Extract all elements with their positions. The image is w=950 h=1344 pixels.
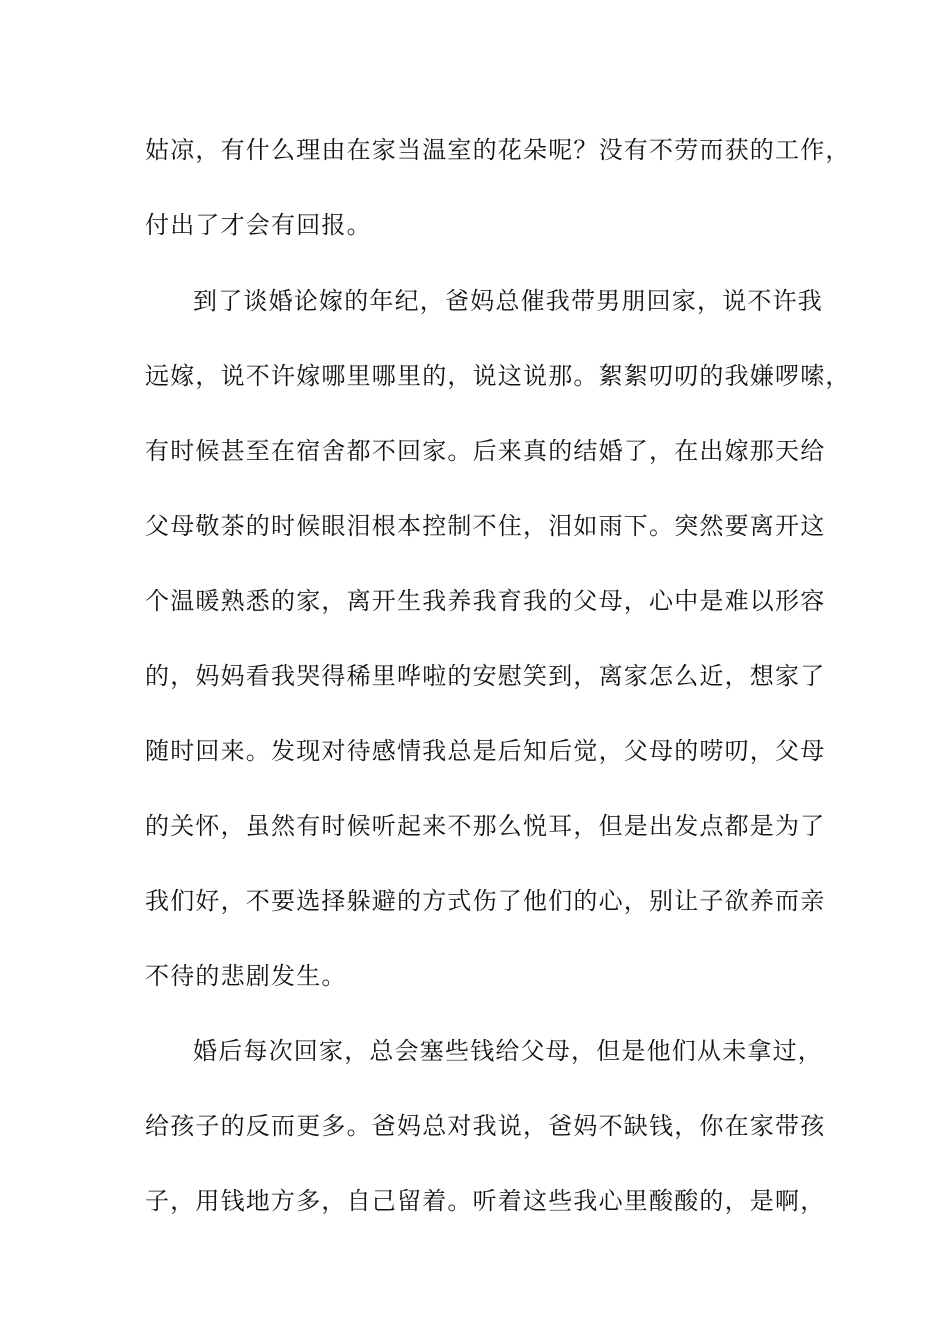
text-line: 有时候甚至在宿舍都不回家。后来真的结婚了，在出嫁那天给 (145, 437, 826, 465)
text-line: 姑凉，有什么理由在家当温室的花朵呢？没有不劳而获的工作， (145, 136, 851, 164)
text-line: 子，用钱地方多，自己留着。听着这些我心里酸酸的，是啊， (145, 1187, 826, 1215)
paragraph-first-line: 到了谈婚论嫁的年纪，爸妈总催我带男朋回家，说不许我 (193, 287, 823, 315)
text-line: 付出了才会有回报。 (145, 211, 372, 239)
text-line: 个温暖熟悉的家，离开生我养我育我的父母，心中是难以形容 (145, 587, 826, 615)
text-line: 给孩子的反而更多。爸妈总对我说，爸妈不缺钱，你在家带孩 (145, 1112, 826, 1140)
text-line: 父母敬茶的时候眼泪根本控制不住，泪如雨下。突然要离开这 (145, 512, 826, 540)
text-line: 不待的悲剧发生。 (145, 962, 347, 990)
text-line: 的，妈妈看我哭得稀里哗啦的安慰笑到，离家怎么近，想家了 (145, 662, 826, 690)
text-line: 的关怀，虽然有时候听起来不那么悦耳，但是出发点都是为了 (145, 812, 826, 840)
text-line: 远嫁，说不许嫁哪里哪里的，说这说那。絮絮叨叨的我嫌啰嗦， (145, 362, 851, 390)
text-line: 我们好，不要选择躲避的方式伤了他们的心，别让子欲养而亲 (145, 887, 826, 915)
text-line: 随时回来。发现对待感情我总是后知后觉，父母的唠叨，父母 (145, 737, 826, 765)
paragraph-first-line: 婚后每次回家，总会塞些钱给父母，但是他们从未拿过， (193, 1037, 823, 1065)
